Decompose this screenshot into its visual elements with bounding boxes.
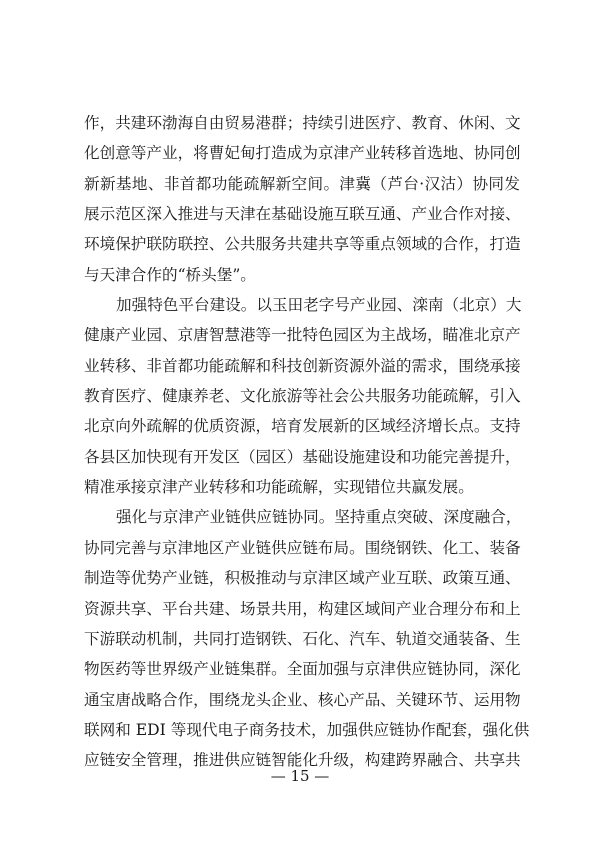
text-line: 物医药等世界级产业链集群。全面加强与京津供应链协同，深化 [84, 660, 521, 679]
text-line: 展示范区深入推进与天津在基础设施互联互通、产业合作对接、 [84, 205, 521, 224]
text-line: 下游联动机制，共同打造钢铁、石化、汽车、轨道交通装备、生 [84, 629, 521, 648]
paragraph-3 [84, 502, 530, 775]
paragraph-1 [84, 108, 520, 290]
text-line: 环境保护联防联控、公共服务共建共享等重点领域的合作，打造 [84, 235, 521, 254]
text-line: 资源共享、平台共建、场景共用，构建区域间产业合理分布和上 [84, 599, 521, 618]
text-line: 应链安全管理，推进供应链智能化升级，构建跨界融合、共享共 [84, 751, 521, 770]
text-line: 北京向外疏解的优质资源，培育发展新的区域经济增长点。支持 [84, 417, 521, 436]
text-line: 与天津合作的“桥头堡”。 [84, 265, 256, 284]
document-body [84, 108, 530, 776]
text-line: 联网和 EDI 等现代电子商务技术，加强供应链协作配套，强化供 [84, 720, 530, 739]
text-line: 新新基地、非首都功能疏解新空间。津冀（芦台·汉沽）协同发 [84, 174, 520, 193]
page-number: — 15 — [270, 767, 330, 785]
text-line: 化创意等产业，将曹妃甸打造成为京津产业转移首选地、协同创 [84, 144, 521, 163]
text-line: 协同完善与京津地区产业链供应链布局。围绕钢铁、化工、装备 [84, 538, 521, 557]
text-line: 精准承接京津产业转移和功能疏解，实现错位共赢发展。 [84, 478, 474, 497]
paragraph-2 [84, 290, 520, 502]
text-line: 教育医疗、健康养老、文化旅游等社会公共服务功能疏解，引入 [84, 387, 521, 406]
text-line: 作，共建环渤海自由贸易港群；持续引进医疗、教育、休闲、文 [84, 114, 521, 132]
text-line: 制造等优势产业链，积极推动与京津区域产业互联、政策互通、 [84, 569, 521, 588]
text-line: 各县区加快现有开发区（园区）基础设施建设和功能完善提升， [84, 447, 521, 466]
text-line: 通宝唐战略合作，围绕龙头企业、核心产品、关键环节、运用物 [84, 690, 521, 709]
text-line: 强化与京津产业链供应链协同。坚持重点突破、深度融合， [116, 508, 522, 527]
text-line: 健康产业园、京唐智慧港等一批特色园区为主战场，瞄准北京产 [84, 326, 521, 345]
text-line: 业转移、非首都功能疏解和科技创新资源外溢的需求，围绕承接 [84, 356, 521, 375]
text-line: 加强特色平台建设。以玉田老字号产业园、滦南（北京）大 [116, 296, 522, 315]
